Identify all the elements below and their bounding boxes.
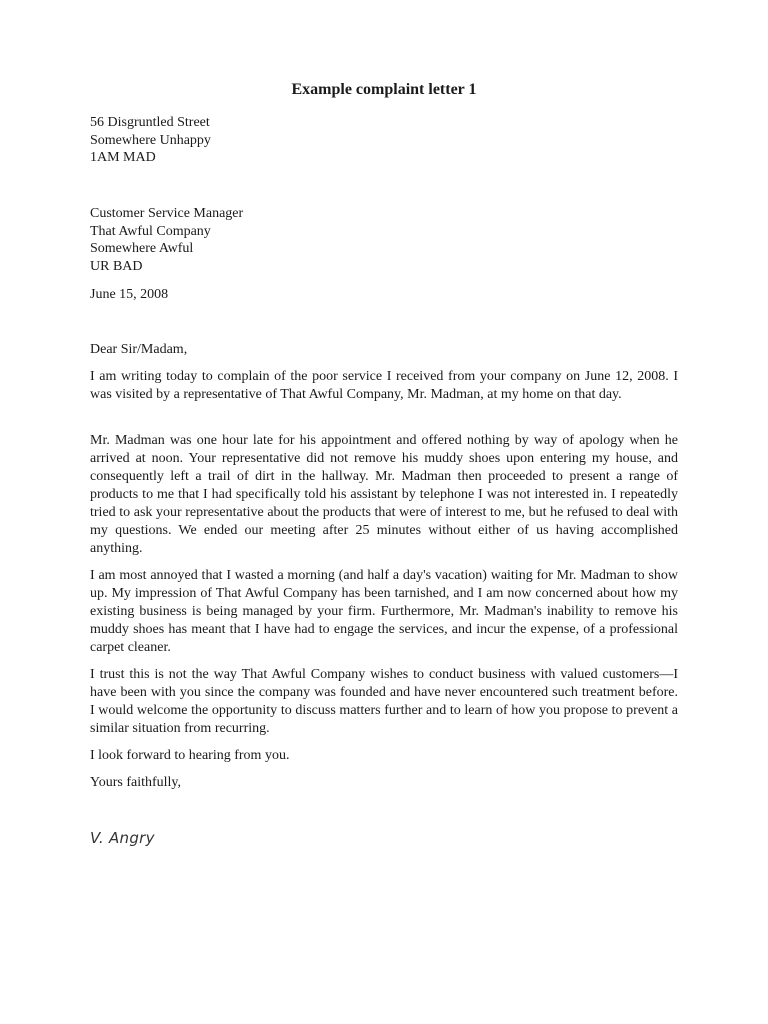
recipient-title: Customer Service Manager [90, 206, 244, 221]
body-paragraph-2: Mr. Madman was one hour late for his appointment and offered nothing by way of apology when he arrived at noon. Your representative did not remove his muddy shoes upon entering my house, and consequently left a trail of dirt in the hallway. Mr. Madman then proceeded to present a range of products to me that I had specifically told his assistant by telephone I was not interested in. I repeatedly tried to ask your representative about the products that were of interest to me, but he refused to deal with my questions. We ended our meeting after 25 minutes without either of us having accomplished anything. [90, 433, 678, 556]
recipient-postcode: UR BAD [90, 258, 143, 274]
salutation: Dear Sir/Madam, [90, 342, 188, 357]
body-paragraph-4: I trust this is not the way That Awful Company wishes to conduct business with valued customers—I have been with you since the company was founded and have never encountered such treatment before. I would welcome the opportunity to discuss matters further and to learn of how you propose to prevent a similar situation from recurring. [90, 667, 678, 736]
recipient-town: Somewhere Awful [90, 241, 194, 257]
signature: V. Angry [90, 829, 155, 847]
body-paragraph-1: I am writing today to complain of the poor service I received from your company on June 12, 2008. I was visited by a representative of That Awful Company, Mr. Madman, at my home on that day. [90, 369, 678, 402]
sender-town: Somewhere Unhappy [90, 132, 211, 148]
body-paragraph-3: I am most annoyed that I wasted a morning (and half a day's vacation) waiting for Mr. Madman to show up. My impression of That Awful Company has been tarnished, and I am now concerned about how my existing business is being managed by your firm. Furthermore, Mr. Madman's inability to remove his muddy shoes has meant that I have had to engage the services, and incur the expense, of a professional carpet cleaner. [90, 568, 678, 655]
letter-date: June 15, 2008 [90, 287, 169, 302]
sign-off: Yours faithfully, [90, 775, 182, 790]
sender-street: 56 Disgruntled Street [90, 115, 210, 130]
sender-postcode: 1AM MAD [90, 150, 156, 166]
closing-line: I look forward to hearing from you. [90, 748, 290, 763]
document-title: Example complaint letter 1 [291, 81, 477, 98]
recipient-company: That Awful Company [90, 223, 211, 239]
recipient-address [90, 205, 680, 275]
sender-address [90, 114, 680, 167]
